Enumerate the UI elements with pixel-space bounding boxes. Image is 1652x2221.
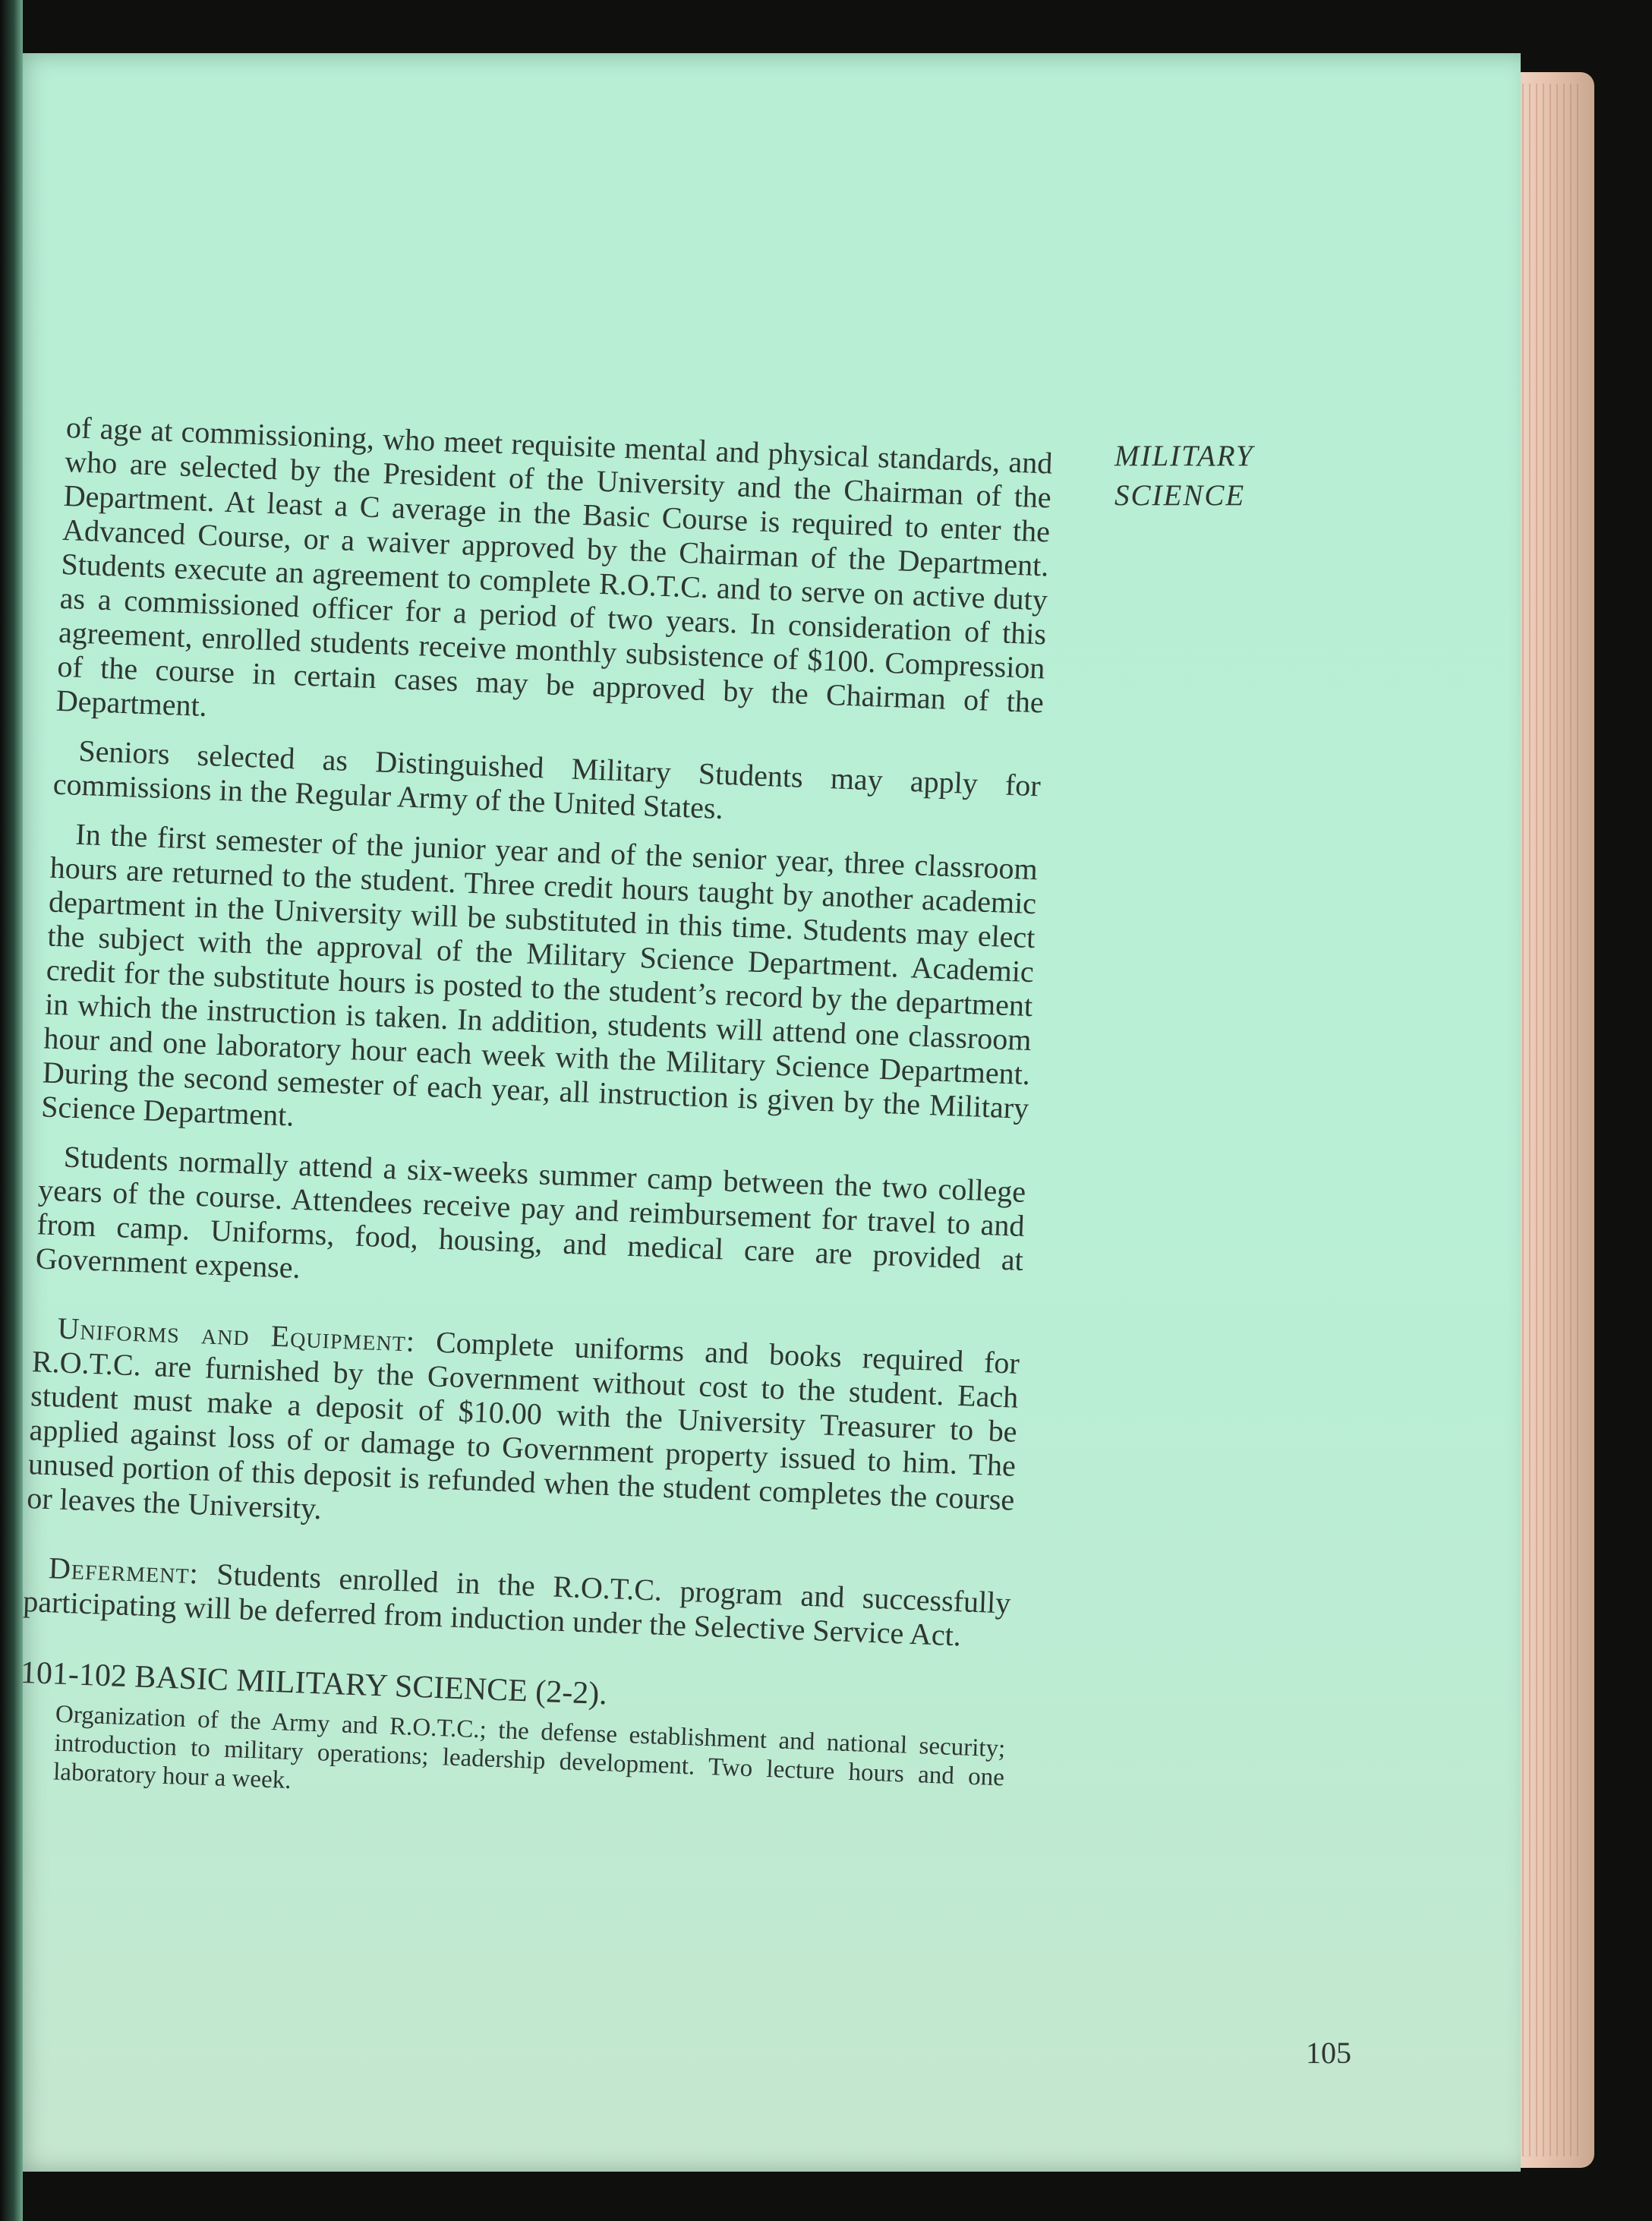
- sidebar-line-2: SCIENCE: [1114, 479, 1246, 512]
- page-number: 105: [1306, 2036, 1351, 2070]
- paragraph-summer-camp: Students normally attend a six-weeks summer camp between the two college years of the course. Attendees receive pay and reimbursement for travel to and from camp. Uniforms, food, housing, and medical care are provided at Government expense.: [35, 1139, 1026, 1286]
- paragraph-deferment: [23, 1550, 1011, 1655]
- paragraph-credit-hours: In the first semester of the junior year and of the senior year, three classroom hours are returned to the student. Three credit hours taught by another academic department in the University will be substituted in this time. Students may elect the subject with the approval of the Military Science Department. Academic credit for the substitute hours is posted to the student’s record by the department in which the instruction is taken. In addition, students will attend one classroom hour and one laboratory hour each week with the Military Science Department. During the second semester of each year, all instruction is given by the Military Science Department.: [40, 816, 1039, 1133]
- deferment-text: Students enrolled in the R.O.T.C. program and successfully participating will be deferred from induction under the Selective Service Act.: [22, 1557, 1012, 1653]
- sidebar-line-1: MILITARY: [1114, 440, 1254, 472]
- uniforms-heading: Uniforms and Equipment:: [56, 1311, 416, 1358]
- course-description: Organization of the Army and R.O.T.C.; the defense establishment and national security; introduction to military operations; leadership development. Two lecture hours and one laboratory hour a week.: [52, 1700, 1006, 1795]
- uniforms-text: Complete uniforms and books required for R.O.T.C. are furnished by the Government without cost to the student. Each student must make a deposit of $10.00 with the University Treasurer to be applied against loss of or damage to Government property issued to him. The unused portion of this deposit is refunded when the student completes the course or leaves the University.: [26, 1324, 1020, 1526]
- paragraph-distinguished-students: Seniors selected as Distinguished Military Students may apply for commissions in the Regular Army of the United States.: [52, 733, 1042, 826]
- course-title: 101-102 BASIC MILITARY SCIENCE (2-2).: [20, 1655, 608, 1712]
- book-spine: [0, 0, 23, 2221]
- deferment-heading: Deferment:: [48, 1551, 200, 1591]
- paragraph-uniforms: [27, 1310, 1020, 1551]
- section-sidebar-heading: [1114, 437, 1254, 516]
- paragraph-commissioning: of age at commissioning, who meet requisite mental and physical standards, and who are selected by the President of the University and the Chairman of the Department. At least a C average in the Basic Course is required to enter the Advanced Course, or a waiver approved by the Chairman of the Department. Students execute an agreement to complete R.O.T.C. and to serve on active duty as a commissioned officer for a period of two years. In consideration of this agreement, enrolled students receive monthly subsistence of $100. Compression of the course in certain cases may be approved by the Chairman of the Department.: [55, 410, 1054, 724]
- page-body: [17, 410, 1054, 1821]
